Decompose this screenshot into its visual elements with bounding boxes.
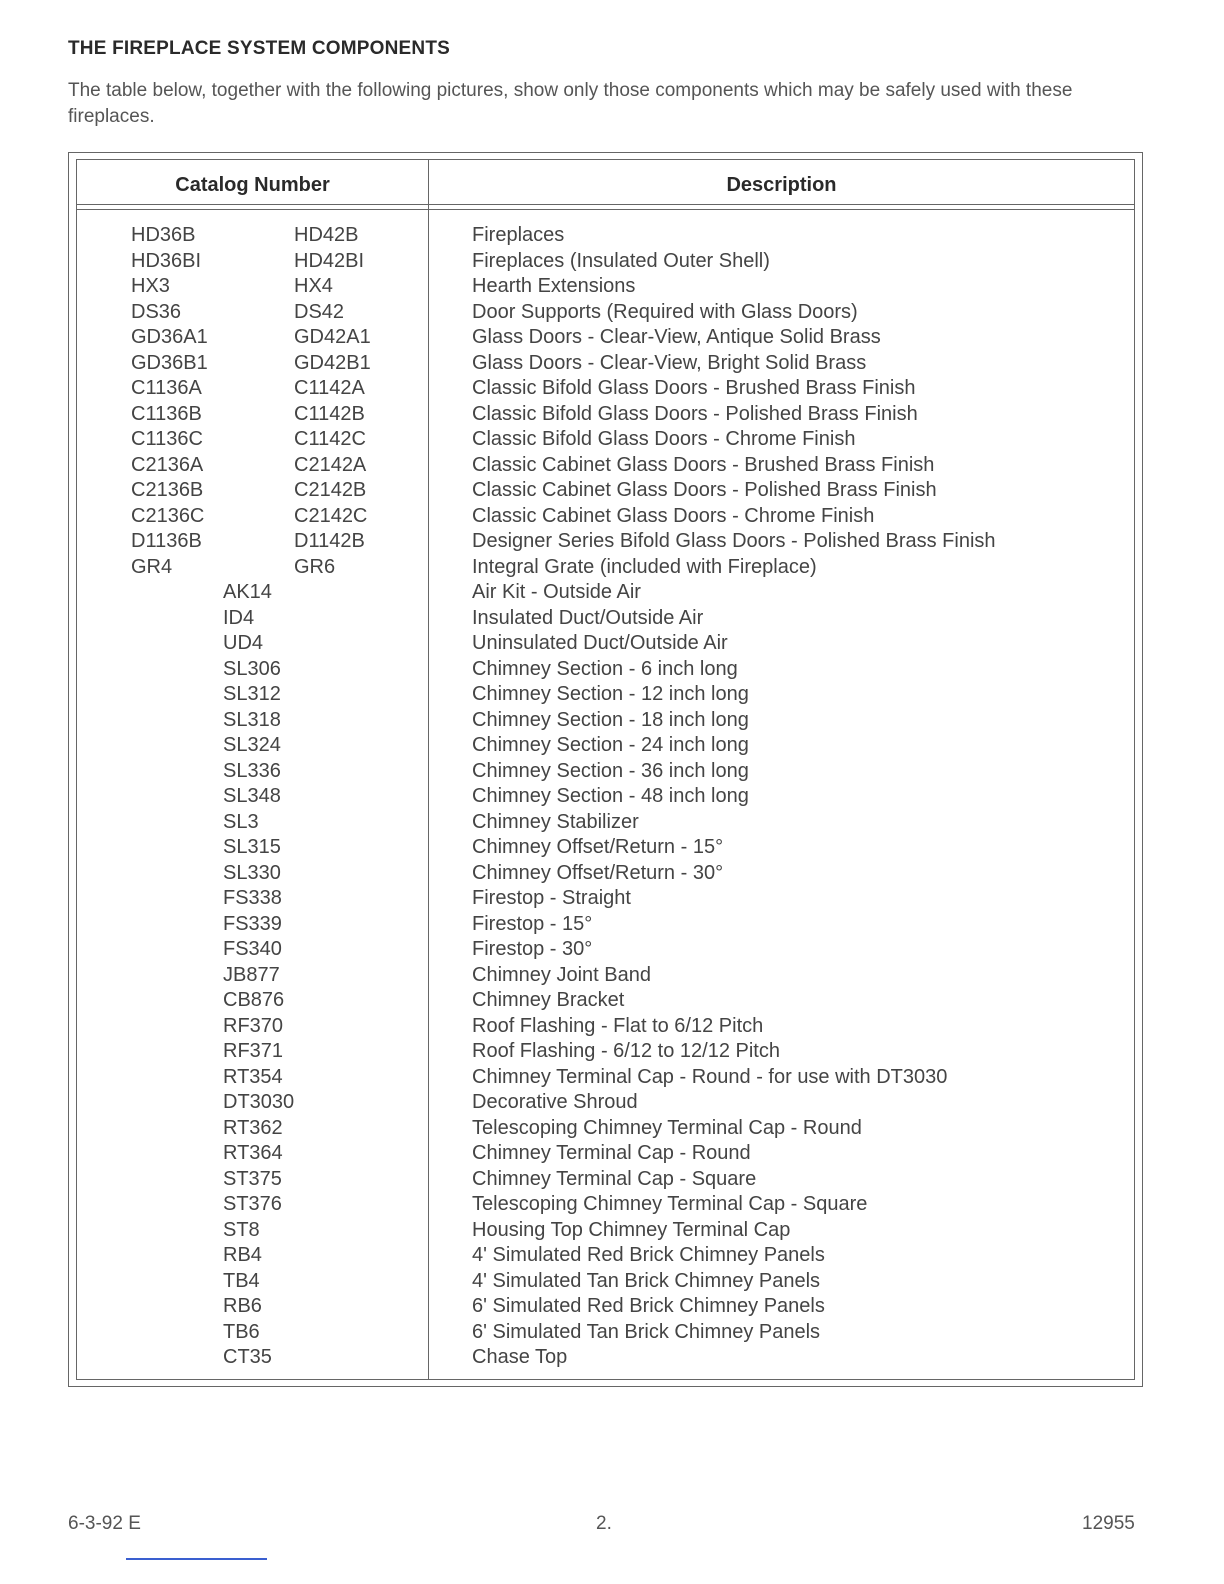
footer-date-code: 6-3-92 E [68, 1513, 141, 1534]
table-row [77, 912, 1134, 938]
catalog-number-42: HD42B [294, 224, 359, 246]
table-row [77, 325, 1134, 351]
table-row [77, 963, 1134, 989]
description: 4' Simulated Tan Brick Chimney Panels [472, 1269, 821, 1292]
table-row [77, 1090, 1134, 1116]
description: Chimney Section - 12 inch long [472, 683, 749, 705]
catalog-number: SL3 [223, 810, 259, 833]
catalog-number: FS339 [223, 912, 282, 935]
description: Glass Doors - Clear-View, Bright Solid Brass [472, 351, 867, 374]
table-row [77, 453, 1134, 479]
description: Firestop - 15° [472, 912, 593, 935]
catalog-number: FS338 [223, 887, 282, 909]
table-row [77, 1192, 1134, 1218]
table-row [77, 555, 1134, 581]
description: Chimney Stabilizer [472, 810, 639, 833]
table-body [77, 223, 1134, 1371]
table-inner-border [76, 159, 1135, 1380]
description: Chimney Joint Band [472, 963, 651, 986]
header-catalog-number: Catalog Number [175, 174, 330, 196]
catalog-number: DT3030 [223, 1091, 295, 1113]
catalog-number-36: C1136B [131, 402, 202, 425]
description: Telescoping Chimney Terminal Cap - Square [472, 1193, 868, 1215]
description: 6' Simulated Tan Brick Chimney Panels [472, 1320, 821, 1343]
table-row [77, 937, 1134, 963]
catalog-number-42: HX4 [294, 275, 333, 297]
catalog-number-42: DS42 [294, 300, 345, 323]
description: Chimney Terminal Cap - Square [472, 1167, 757, 1190]
catalog-number-36: C1136C [131, 428, 203, 450]
table-row [77, 1141, 1134, 1167]
description: Chimney Section - 24 inch long [472, 734, 749, 756]
table-row [77, 249, 1134, 275]
description: Chimney Section - 48 inch long [472, 785, 749, 807]
table-row [77, 478, 1134, 504]
description: Firestop - 30° [472, 938, 593, 960]
table-row [77, 580, 1134, 606]
description: Firestop - Straight [472, 887, 631, 909]
catalog-number: SL318 [223, 708, 281, 731]
description: Insulated Duct/Outside Air [472, 606, 704, 629]
catalog-number-36: GD36A1 [131, 326, 208, 348]
table-row [77, 1320, 1134, 1346]
description: Fireplaces [472, 224, 565, 246]
catalog-number-42: C1142C [294, 428, 366, 450]
catalog-number: RB4 [223, 1244, 262, 1266]
catalog-number: SL306 [223, 657, 281, 680]
description: Chase Top [472, 1346, 568, 1368]
catalog-number-42: C2142A [294, 453, 367, 476]
catalog-number: SL315 [223, 836, 281, 858]
catalog-number: RT354 [223, 1065, 283, 1088]
catalog-number: CB876 [223, 989, 285, 1011]
table-row [77, 861, 1134, 887]
description: Classic Cabinet Glass Doors - Brushed Brass Finish [472, 453, 935, 476]
catalog-number-36: C2136B [131, 479, 204, 501]
header-rule [77, 209, 1134, 210]
table-row [77, 1269, 1134, 1295]
description: Chimney Section - 36 inch long [472, 759, 749, 782]
description: Chimney Bracket [472, 989, 625, 1011]
description: Chimney Section - 18 inch long [472, 708, 749, 731]
description: Chimney Offset/Return - 30° [472, 861, 724, 884]
description: Classic Bifold Glass Doors - Chrome Finish [472, 428, 856, 450]
table-row [77, 223, 1134, 249]
catalog-number: RT362 [223, 1116, 283, 1139]
catalog-number-42: GD42B1 [294, 351, 371, 374]
catalog-number: TB6 [223, 1320, 260, 1343]
table-row [77, 300, 1134, 326]
catalog-number: SL336 [223, 759, 281, 782]
catalog-number: SL330 [223, 861, 281, 884]
catalog-number-36: DS36 [131, 300, 182, 323]
table-row [77, 529, 1134, 555]
description: Air Kit - Outside Air [472, 581, 641, 603]
table-row [77, 1014, 1134, 1040]
catalog-number-42: C2142B [294, 479, 367, 501]
catalog-number: RB6 [223, 1295, 262, 1317]
table-row [77, 1116, 1134, 1142]
table-row [77, 504, 1134, 530]
catalog-number-36: C2136A [131, 453, 204, 476]
table-row [77, 1243, 1134, 1269]
description: Classic Cabinet Glass Doors - Chrome Finish [472, 504, 875, 527]
catalog-number-36: GR4 [131, 555, 173, 578]
description: Hearth Extensions [472, 275, 636, 297]
table-row [77, 1167, 1134, 1193]
table-row [77, 274, 1134, 300]
description: Glass Doors - Clear-View, Antique Solid Brass [472, 326, 881, 348]
catalog-number: SL348 [223, 785, 281, 807]
header-description: Description [726, 174, 837, 196]
description: Designer Series Bifold Glass Doors - Polished Brass Finish [472, 530, 996, 552]
description: Integral Grate (included with Fireplace) [472, 555, 817, 578]
catalog-number: SL312 [223, 683, 281, 705]
description: Classic Bifold Glass Doors - Brushed Brass Finish [472, 377, 916, 399]
table-row [77, 835, 1134, 861]
footer-page-number: 2. [596, 1513, 612, 1534]
table-row [77, 1065, 1134, 1091]
description: Chimney Offset/Return - 15° [472, 836, 724, 858]
table-row [77, 988, 1134, 1014]
catalog-number-42: C2142C [294, 504, 368, 527]
catalog-number: TB4 [223, 1269, 260, 1292]
table-row [77, 682, 1134, 708]
table-row [77, 402, 1134, 428]
catalog-number-42: GD42A1 [294, 326, 371, 348]
page-heading: THE FIREPLACE SYSTEM COMPONENTS [68, 38, 451, 59]
catalog-number-42: C1142B [294, 402, 365, 425]
description: Chimney Terminal Cap - Round [472, 1142, 751, 1164]
catalog-number: RF370 [223, 1014, 284, 1037]
catalog-number-36: HX3 [131, 275, 170, 297]
description: Chimney Section - 6 inch long [472, 657, 738, 680]
description: Telescoping Chimney Terminal Cap - Round [472, 1116, 862, 1139]
description: Roof Flashing - Flat to 6/12 Pitch [472, 1014, 764, 1037]
table-row [77, 351, 1134, 377]
table-row [77, 733, 1134, 759]
catalog-number-42: GR6 [294, 555, 336, 578]
table-row [77, 631, 1134, 657]
description: Uninsulated Duct/Outside Air [472, 632, 728, 654]
catalog-number-36: HD36B [131, 224, 196, 246]
footer-document-number: 12955 [1082, 1513, 1135, 1534]
description: Fireplaces (Insulated Outer Shell) [472, 249, 770, 272]
catalog-number: RF371 [223, 1040, 284, 1062]
table-row [77, 1294, 1134, 1320]
catalog-number: RT364 [223, 1142, 283, 1164]
table-row [77, 376, 1134, 402]
description: Decorative Shroud [472, 1091, 638, 1113]
catalog-number-36: HD36BI [131, 249, 202, 272]
description: Classic Bifold Glass Doors - Polished Brass Finish [472, 402, 918, 425]
table-row [77, 657, 1134, 683]
catalog-number-42: HD42BI [294, 249, 365, 272]
table-row [77, 606, 1134, 632]
intro-paragraph: The table below, together with the following pictures, show only those components which may be safely used with these fireplaces. [68, 80, 1073, 127]
bottom-edge-line [126, 1558, 267, 1560]
table-row [77, 427, 1134, 453]
catalog-number: FS340 [223, 938, 282, 960]
catalog-number: ST375 [223, 1167, 282, 1190]
catalog-number-42: D1142B [294, 530, 365, 552]
catalog-number: UD4 [223, 632, 264, 654]
table-row [77, 886, 1134, 912]
catalog-number-42: C1142A [294, 377, 365, 399]
catalog-number: ST376 [223, 1193, 282, 1215]
catalog-number: ST8 [223, 1218, 260, 1241]
catalog-number-36: C2136C [131, 504, 205, 527]
table-row [77, 1345, 1134, 1371]
catalog-number-36: D1136B [131, 530, 202, 552]
catalog-number: JB877 [223, 963, 280, 986]
catalog-number-36: C1136A [131, 377, 202, 399]
table-row [77, 784, 1134, 810]
table-row [77, 1039, 1134, 1065]
description: Door Supports (Required with Glass Doors) [472, 300, 858, 323]
description: Housing Top Chimney Terminal Cap [472, 1218, 791, 1241]
header-rule [77, 204, 1134, 205]
description: Classic Cabinet Glass Doors - Polished Brass Finish [472, 479, 937, 501]
description: 4' Simulated Red Brick Chimney Panels [472, 1244, 825, 1266]
components-table [68, 152, 1143, 1387]
description: 6' Simulated Red Brick Chimney Panels [472, 1295, 825, 1317]
catalog-number: CT35 [223, 1346, 272, 1368]
table-row [77, 1218, 1134, 1244]
table-row [77, 759, 1134, 785]
catalog-number: ID4 [223, 606, 255, 629]
description: Roof Flashing - 6/12 to 12/12 Pitch [472, 1040, 780, 1062]
catalog-number-36: GD36B1 [131, 351, 208, 374]
catalog-number: SL324 [223, 734, 281, 756]
description: Chimney Terminal Cap - Round - for use with DT3030 [472, 1065, 948, 1088]
table-row [77, 708, 1134, 734]
table-row [77, 810, 1134, 836]
catalog-number: AK14 [223, 581, 272, 603]
